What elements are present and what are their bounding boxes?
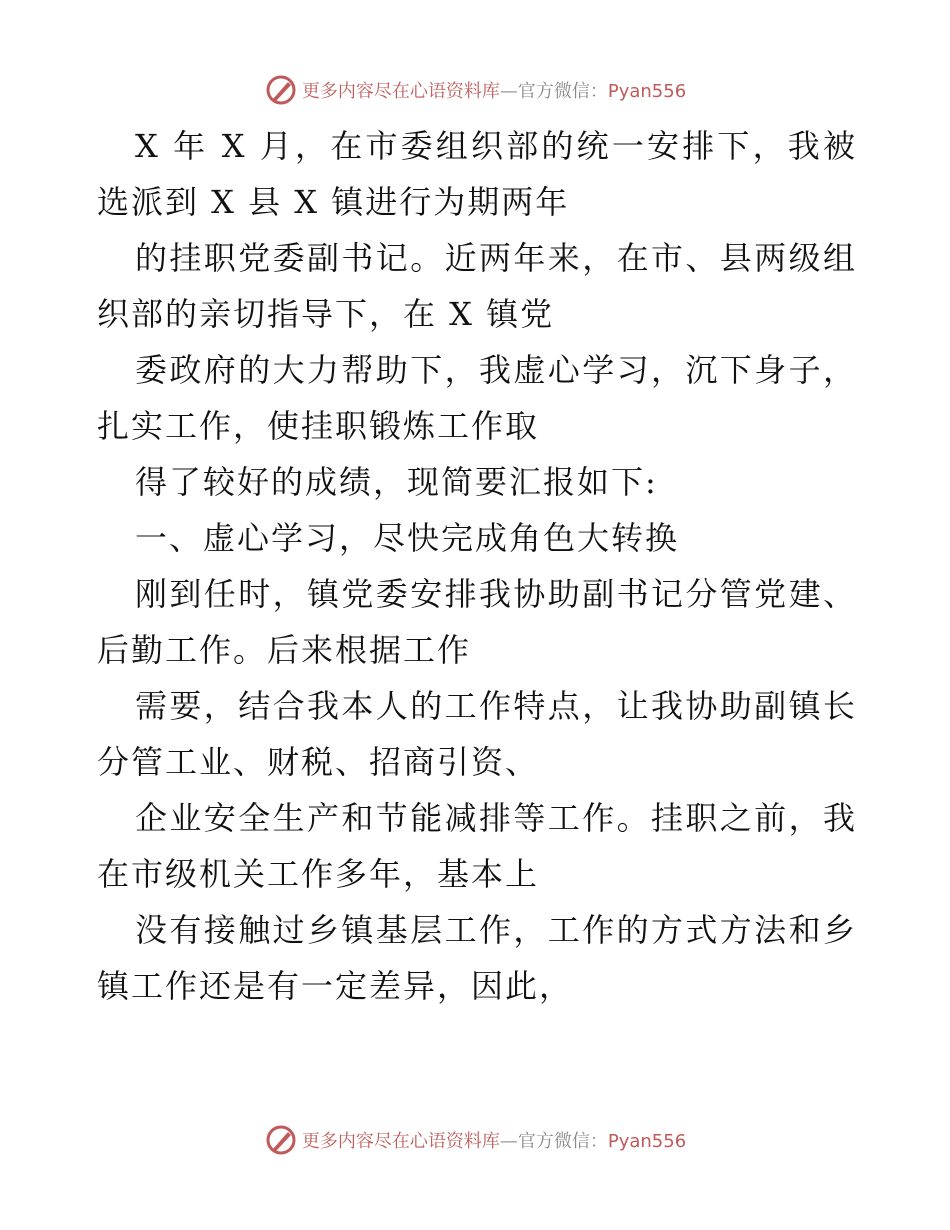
watermark-text (302, 77, 686, 103)
watermark-main: 更多内容尽在心语资料库 (301, 81, 500, 102)
document-body (97, 118, 857, 1014)
watermark-main: 更多内容尽在心语资料库 (301, 1131, 500, 1152)
pen-logo-icon (264, 73, 298, 107)
watermark-id: Pyan556 (607, 1131, 687, 1152)
pen-logo-icon (264, 1123, 298, 1157)
watermark-id: Pyan556 (607, 81, 687, 102)
paragraph-5: 刚到任时，镇党委安排我协助副书记分管党建、后勤工作。后来根据工作 (97, 575, 857, 669)
watermark-label: 官方微信： (517, 81, 608, 102)
watermark-separator: — (499, 81, 518, 102)
footer-watermark (0, 1122, 950, 1158)
section-heading-1: 一、虚心学习，尽快完成角色大转换 (135, 519, 680, 557)
paragraph-6: 需要，结合我本人的工作特点，让我协助副镇长分管工业、财税、招商引资、 (97, 687, 857, 781)
paragraph-7: 企业安全生产和节能减排等工作。挂职之前，我在市级机关工作多年，基本上 (97, 799, 857, 893)
paragraph-2: 的挂职党委副书记。近两年来，在市、县两级组织部的亲切指导下，在 X 镇党 (97, 239, 857, 333)
watermark-label: 官方微信： (517, 1131, 608, 1152)
paragraph-4: 得了较好的成绩，现简要汇报如下: (135, 463, 658, 501)
paragraph-3: 委政府的大力帮助下，我虚心学习，沉下身子，扎实工作，使挂职锻炼工作取 (97, 351, 857, 445)
paragraph-1: X 年 X 月，在市委组织部的统一安排下，我被选派到 X 县 X 镇进行为期两年 (97, 127, 857, 221)
watermark-separator: — (499, 1131, 518, 1152)
paragraph-8: 没有接触过乡镇基层工作，工作的方式方法和乡镇工作还是有一定差异，因此， (97, 911, 857, 1005)
header-watermark (0, 72, 950, 108)
watermark-text (302, 1127, 686, 1153)
